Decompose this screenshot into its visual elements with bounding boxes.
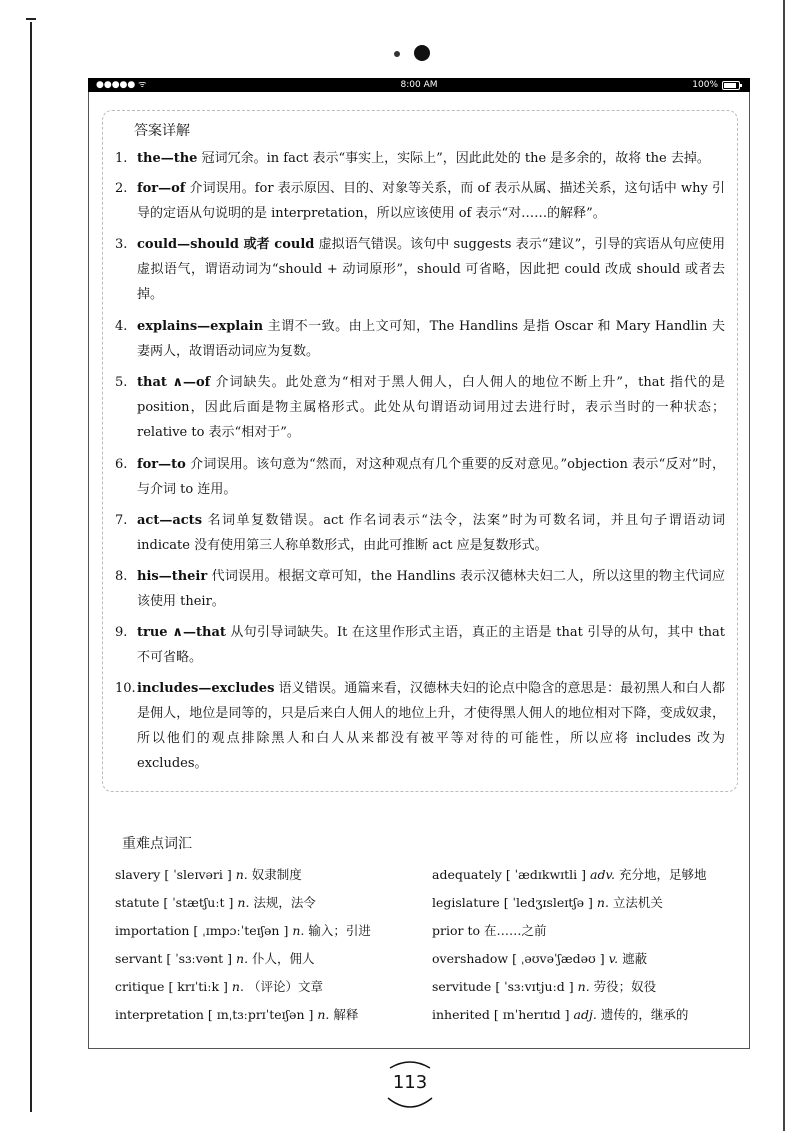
vocab-entry	[432, 1006, 688, 1024]
vocab-word: adequately	[432, 867, 502, 882]
vocab-word: interpretation	[115, 1007, 204, 1022]
vocab-meaning: 奴隶制度	[251, 867, 302, 882]
vocab-ipa: [ ˈledʒɪsleɪtʃə ]	[503, 895, 593, 910]
vocab-pos: n.	[317, 1007, 330, 1022]
answer-item	[115, 232, 725, 307]
answer-head: for—of	[137, 181, 186, 196]
vocab-pos: n.	[577, 979, 590, 994]
vocab-word: prior to	[432, 923, 480, 938]
answer-text: 从句引导词缺失。It 在这里作形式主语，真正的主语是 that 引导的从句，其中 that 不可省略。	[137, 625, 726, 665]
vocab-word: inherited	[432, 1007, 490, 1022]
vocab-entry	[432, 978, 656, 996]
answer-number: 10.	[115, 681, 136, 696]
answer-number: 1.	[115, 151, 128, 166]
vocab-word: servant	[115, 951, 163, 966]
vocab-meaning: 仆人，佣人	[252, 951, 315, 966]
vocab-pos: n.	[236, 951, 249, 966]
vocab-meaning: 在……之前	[483, 923, 547, 938]
answer-number: 4.	[115, 319, 128, 334]
battery-percent: 100%	[692, 80, 718, 90]
vocab-word: legislature	[432, 895, 500, 910]
answer-head: true ∧—that	[137, 625, 226, 640]
answer-number: 6.	[115, 457, 128, 472]
answer-text: 代词误用。根据文章可知，the Handlins 表示汉德林夫妇二人，所以这里的物主代词应该使用 their。	[137, 569, 725, 609]
answer-number: 3.	[115, 237, 128, 252]
answer-head: that ∧—of	[137, 375, 211, 390]
status-bar	[88, 78, 750, 92]
vocab-ipa: [ ˈsɜːvənt ]	[166, 951, 233, 966]
signal-icon: ●●●●● ᯤ	[96, 80, 147, 90]
answer-item	[115, 564, 725, 614]
answer-number: 7.	[115, 513, 128, 528]
answer-text: 主谓不一致。由上文可知，The Handlins 是指 Oscar 和 Mary Handlin 夫妻两人，故谓语动词应为复数。	[137, 319, 725, 359]
vocab-pos: n.	[596, 895, 609, 910]
answer-head: for—to	[137, 457, 186, 472]
vocab-ipa: [ ˌəʊvəˈʃædəʊ ]	[512, 951, 605, 966]
answer-item	[115, 508, 725, 558]
right-margin-rule	[783, 0, 785, 1131]
answer-item	[115, 676, 725, 776]
answers-title: 答案详解	[134, 123, 190, 139]
vocab-pos: adj.	[573, 1007, 597, 1022]
vocab-pos: n.	[292, 923, 305, 938]
vocab-meaning: 劳役；奴役	[593, 979, 657, 994]
vocab-pos: adv.	[590, 867, 616, 882]
vocab-word: critique	[115, 979, 165, 994]
vocab-meaning: 立法机关	[612, 895, 663, 910]
vocab-meaning: 充分地，足够地	[619, 867, 707, 882]
answer-number: 2.	[115, 181, 128, 196]
answer-head: explains—explain	[137, 319, 264, 334]
vocab-meaning: 遮蔽	[622, 951, 648, 966]
answer-text: 虚拟语气错误。该句中 suggests 表示“建议”，引导的宾语从句应使用虚拟语气，谓语动词为“should + 动词原形”，should 可省略，因此把 could 改成 should 或者去掉。	[137, 237, 726, 302]
margin-tick	[26, 18, 36, 20]
vocab-pos: v.	[608, 951, 619, 966]
vocab-entry	[115, 894, 316, 912]
vocab-pos: n.	[235, 867, 248, 882]
vocab-pos: n.	[231, 979, 244, 994]
vocab-entry	[115, 866, 302, 884]
vocab-word: slavery	[115, 867, 161, 882]
answer-head: act—acts	[137, 513, 203, 528]
vocab-entry	[115, 922, 371, 940]
vocab-entry	[432, 950, 647, 968]
answer-item	[115, 620, 725, 670]
answer-text: 介词误用。for 表示原因、目的、对象等关系，而 of 表示从属、描述关系，这句话中 why 引导的定语从句说明的是 interpretation，所以应该使用 of 表示“对……的解释”。	[137, 181, 725, 221]
vocab-entry	[432, 894, 663, 912]
vocabulary-title: 重难点词汇	[122, 836, 192, 852]
vocab-ipa: [ ˈstætʃuːt ]	[163, 895, 234, 910]
left-margin-rule	[30, 22, 32, 1112]
answer-item	[115, 146, 725, 171]
answer-text: 介词缺失。此处意为“相对于黑人佣人，白人佣人的地位不断上升”，that 指代的是 position，因此后面是物主属格形式。此处从句谓语动词用过去进行时，表示当时的一种状态；relative to 表示“相对于”。	[137, 375, 725, 440]
answer-number: 9.	[115, 625, 128, 640]
battery-icon	[722, 81, 740, 90]
vocab-word: servitude	[432, 979, 492, 994]
answer-head: includes—excludes	[137, 681, 275, 696]
vocab-entry	[115, 950, 315, 968]
answer-head: his—their	[137, 569, 208, 584]
vocab-meaning: 解释	[333, 1007, 359, 1022]
camera-icon	[414, 45, 430, 61]
answer-item	[115, 314, 725, 364]
vocab-ipa: [ ˌɪmpɔːˈteɪʃən ]	[193, 923, 289, 938]
vocab-ipa: [ ɪnˌtɜːprɪˈteɪʃən ]	[207, 1007, 314, 1022]
camera-sensor-icon	[394, 51, 400, 57]
vocab-entry	[432, 866, 707, 884]
answer-text: 语义错误。通篇来看，汉德林夫妇的论点中隐含的意思是：最初黑人和白人都是佣人，地位是同等的，只是后来白人佣人的地位上升，才使得黑人佣人的地位相对下降，变成奴隶，所以他们的观点排除黑人和白人从来都没有被平等对待的可能性，所以应将 includes 改为 excludes。	[137, 681, 725, 771]
answer-head: the—the	[137, 151, 198, 166]
vocab-meaning: （评论）文章	[247, 979, 323, 994]
answer-number: 8.	[115, 569, 128, 584]
vocab-word: statute	[115, 895, 160, 910]
page-number-badge	[384, 1056, 436, 1116]
vocab-ipa: [ ɪnˈherɪtɪd ]	[493, 1007, 570, 1022]
vocab-ipa: [ ˈsɜːvɪtjuːd ]	[495, 979, 574, 994]
answer-item	[115, 452, 725, 502]
answer-text: 冠词冗余。in fact 表示“事实上，实际上”，因此此处的 the 是多余的，故将 the 去掉。	[197, 151, 710, 166]
status-time: 8:00 AM	[400, 80, 438, 90]
vocab-word: overshadow	[432, 951, 509, 966]
vocab-entry	[115, 1006, 358, 1024]
vocab-pos: n.	[237, 895, 250, 910]
battery-indicator	[692, 78, 740, 92]
answer-head: could—should 或者 could	[137, 237, 315, 252]
vocab-entry	[432, 922, 547, 940]
answer-text: 介词误用。该句意为“然而，对这种观点有几个重要的反对意见。”objection 表示“反对”时，与介词 to 连用。	[137, 457, 725, 497]
answer-text: 名词单复数错误。act 作名词表示“法令，法案”时为可数名词，并且句子谓语动词 indicate 没有使用第三人称单数形式，由此可推断 act 应是复数形式。	[137, 513, 725, 553]
vocab-word: importation	[115, 923, 190, 938]
vocab-meaning: 输入；引进	[308, 923, 371, 938]
vocab-meaning: 法规，法令	[253, 895, 316, 910]
answer-item	[115, 370, 725, 445]
page-number: 113	[392, 1072, 428, 1093]
answer-item	[115, 176, 725, 226]
vocab-ipa: [ ˈsleɪvəri ]	[164, 867, 232, 882]
vocab-ipa: [ krɪˈtiːk ]	[168, 979, 228, 994]
vocab-meaning: 遗传的，继承的	[600, 1007, 689, 1022]
vocab-entry	[115, 978, 323, 996]
answer-number: 5.	[115, 375, 128, 390]
vocab-ipa: [ ˈædɪkwɪtli ]	[505, 867, 587, 882]
